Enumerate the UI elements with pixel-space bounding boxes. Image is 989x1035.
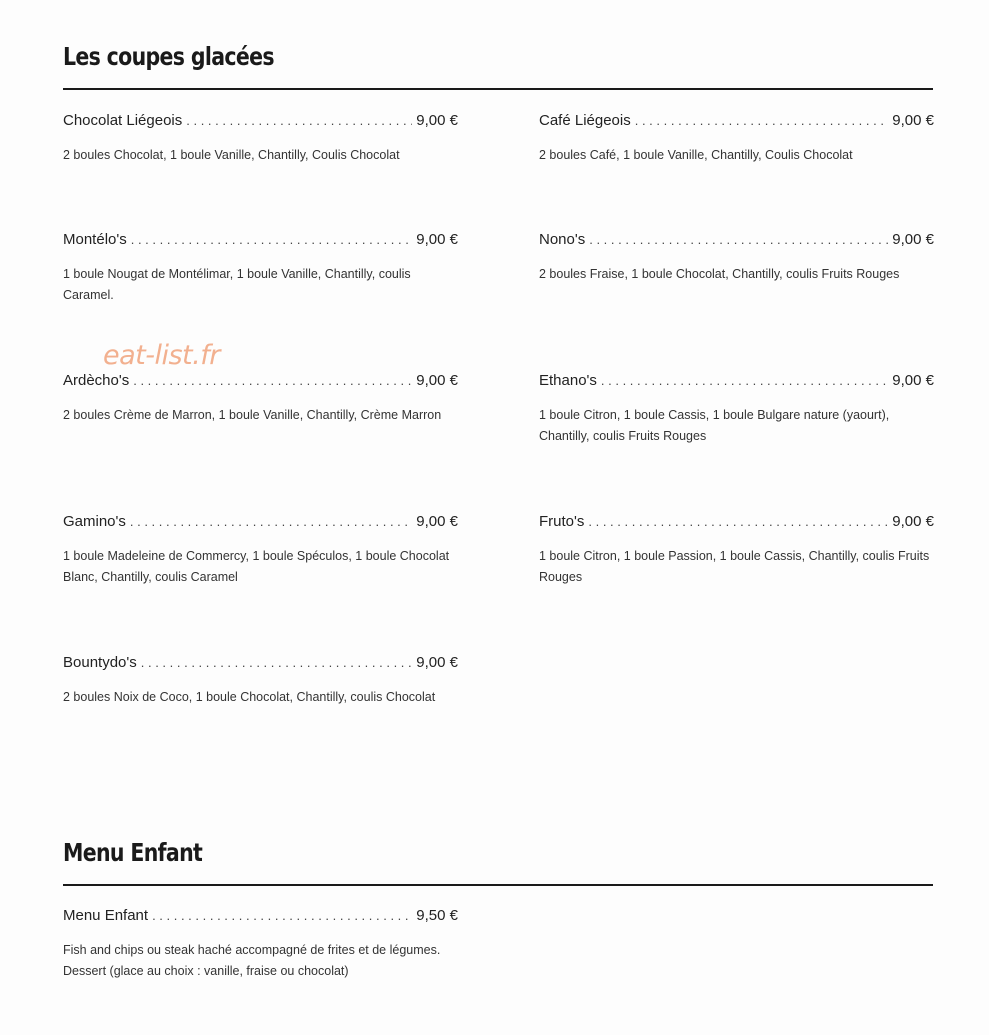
dot-leader xyxy=(601,372,888,390)
menu-item xyxy=(63,112,458,166)
dot-leader xyxy=(152,907,412,925)
item-description: 1 boule Citron, 1 boule Passion, 1 boule Cassis, Chantilly, coulis Fruits Rouges xyxy=(539,549,930,584)
watermark: eat-list.fr xyxy=(103,340,220,371)
item-description: 2 boules Crème de Marron, 1 boule Vanille, Chantilly, Crème Marron xyxy=(63,408,442,422)
item-description: 1 boule Madeleine de Commercy, 1 boule Spéculos, 1 boule Chocolat Blanc, Chantilly, coulis Caramel xyxy=(63,549,450,584)
menu-item xyxy=(539,231,934,285)
item-price: 9,00 € xyxy=(416,372,458,389)
item-price: 9,00 € xyxy=(892,513,934,530)
item-name: Ardècho's xyxy=(63,372,130,389)
menu-item xyxy=(63,907,458,982)
dot-leader xyxy=(589,231,888,249)
dot-leader xyxy=(130,513,412,531)
item-description: 1 boule Citron, 1 boule Cassis, 1 boule Bulgare nature (yaourt), Chantilly, coulis Fruits Rouges xyxy=(539,408,890,443)
dot-leader xyxy=(141,654,413,672)
item-description: 1 boule Nougat de Montélimar, 1 boule Vanille, Chantilly, coulis Caramel. xyxy=(63,267,411,302)
dot-leader xyxy=(133,372,412,390)
item-price: 9,00 € xyxy=(416,112,458,129)
item-price: 9,50 € xyxy=(416,907,458,924)
item-price: 9,00 € xyxy=(416,513,458,530)
item-price: 9,00 € xyxy=(892,231,934,248)
section-title-menu-enfant: Menu Enfant xyxy=(63,838,203,867)
item-description: Fish and chips ou steak haché accompagné de frites et de légumes. Dessert (glace au choix : vanille, fraise ou chocolat) xyxy=(63,943,441,978)
section-divider xyxy=(63,884,933,886)
item-name: Ethano's xyxy=(539,372,597,389)
dot-leader xyxy=(588,513,888,531)
menu-item xyxy=(63,372,458,426)
menu-item xyxy=(539,513,934,588)
item-name: Bountydo's xyxy=(63,654,137,671)
item-price: 9,00 € xyxy=(416,231,458,248)
menu-item xyxy=(539,372,934,447)
item-price: 9,00 € xyxy=(416,654,458,671)
dot-leader xyxy=(131,231,413,249)
item-price: 9,00 € xyxy=(892,112,934,129)
item-name: Gamino's xyxy=(63,513,126,530)
item-name: Nono's xyxy=(539,231,586,248)
item-name: Fruto's xyxy=(539,513,585,530)
item-description: 2 boules Fraise, 1 boule Chocolat, Chantilly, coulis Fruits Rouges xyxy=(539,267,900,281)
item-name: Montélo's xyxy=(63,231,127,248)
dot-leader xyxy=(635,112,889,130)
item-name: Café Liégeois xyxy=(539,112,631,129)
item-name: Menu Enfant xyxy=(63,907,149,924)
section-title-coupes-glacees: Les coupes glacées xyxy=(63,42,274,71)
item-description: 2 boules Noix de Coco, 1 boule Chocolat, Chantilly, coulis Chocolat xyxy=(63,690,436,704)
item-name: Chocolat Liégeois xyxy=(63,112,183,129)
menu-item xyxy=(539,112,934,166)
item-description: 2 boules Chocolat, 1 boule Vanille, Chantilly, Coulis Chocolat xyxy=(63,148,400,162)
menu-item xyxy=(63,231,458,306)
dot-leader xyxy=(186,112,412,130)
item-price: 9,00 € xyxy=(892,372,934,389)
menu-item xyxy=(63,513,458,588)
menu-item xyxy=(63,654,458,708)
item-description: 2 boules Café, 1 boule Vanille, Chantilly, Coulis Chocolat xyxy=(539,148,853,162)
section-divider xyxy=(63,88,933,90)
